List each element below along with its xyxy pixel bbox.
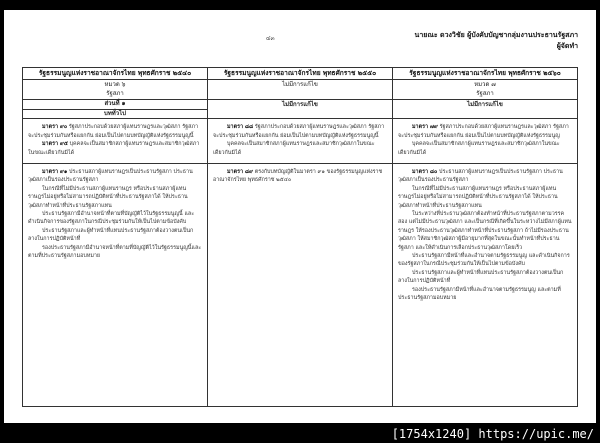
author-role: ผู้จัดทำ [556,42,578,50]
section-text: บุคคลจะเป็นสมาชิกสภาผู้แทนราษฎรและสมาชิกวุฒิสภาในขณะเดียวกันมิได้ [213,141,375,156]
section-paragraph [398,185,572,210]
part-row [23,100,578,119]
section-number: มาตรา ๘๐ [412,169,438,175]
document-page [4,10,596,423]
cell [208,119,393,164]
section-paragraph [398,269,572,286]
header-2550: รัฐธรรมนูญแห่งราชอาณาจักรไทย พุทธศักราช ๒๕๕๐ [208,68,393,80]
section-text: รองประธานรัฐสภามีอำนาจหน้าที่ตามที่บัญญัติไว้ในรัฐธรรมนูญนี้และตามที่ประธานรัฐสภามอบหมาย [28,244,202,260]
section-text: ประธานรัฐสภามีอำนาจหน้าที่ตามที่บัญญัติไว้ในรัฐธรรมนูญนี้ และดำเนินกิจการของรัฐสภาในกรณีประชุมร่วมกันให้เป็นไปตามข้อบังคับ [28,211,195,226]
section-paragraph [398,210,572,252]
section-text: รองประธานรัฐสภามีหน้าที่และอำนาจตามรัฐธรรมนูญ และตามที่ประธานรัฐสภามอบหมาย [398,286,561,302]
comparison-table [22,67,578,407]
section-paragraph [398,140,572,157]
section-paragraph [28,227,202,244]
section-paragraph [28,168,202,185]
section-text: รัฐสภาประกอบด้วยสภาผู้แทนราษฎรและวุฒิสภา รัฐสภาจะประชุมร่วมกันหรือแยกกัน ย่อมเป็นไปตามบทบัญญัติแห่งรัฐธรรมนูญนี้ [213,124,385,139]
section-text: ประธานสภาผู้แทนราษฎรเป็นประธานรัฐสภา ประธานวุฒิสภาเป็นรองประธานรัฐสภา [398,169,563,184]
chapter-label: หมวด ๖ [104,81,126,88]
section-row [23,119,578,164]
section-paragraph [28,210,202,227]
section-text: ประธานรัฐสภาและผู้ทำหน้าที่แทนประธานรัฐสภาต้องวางตนเป็นกลางในการปฏิบัติหน้าที่ [398,269,564,285]
section-text: ตรงกับบทบัญญัติในมาตรา ๙๑ ของรัฐธรรมนูญแห่งราชอาณาจักรไทย พุทธศักราช ๒๕๔๐ [213,169,383,184]
section-text: ในกรณีที่ไม่มีประธานสภาผู้แทนราษฎร หรือประธานสภาผู้แทนราษฎรไม่อยู่หรือไม่สามารถปฏิบัติหน้าที่ประธานรัฐสภาได้ ให้ประธานวุฒิสภาทำหน้าที่ประธานรัฐสภาแทน [398,185,558,209]
section-paragraph [28,123,202,140]
section-paragraph [398,168,572,185]
section-number: มาตรา ๙๐ [42,124,68,131]
section-text: ประธานสภาผู้แทนราษฎรเป็นประธานรัฐสภา ประธานวุฒิสภาเป็นรองประธานรัฐสภา [28,169,193,184]
section-paragraph [213,123,387,140]
chapter-row [23,80,578,100]
chapter-title: รัฐสภา [476,89,494,97]
section-text: ในระหว่างที่ประธานวุฒิสภาต้องทำหน้าที่ประธานรัฐสภาตามวรรคสอง แต่ไม่มีประธานวุฒิสภา และเป็นกรณีที่เกิดขึ้นในระหว่างไม่มีสภาผู้แทนราษฎร ให้รองประธานวุฒิสภาทำหน้าที่ประธานรัฐสภา ถ้าไม่มีรองประธานวุฒิสภา ให้สมาชิกวุฒิสภาผู้มีอายุมากที่สุดในขณะนั้นทำหน้าที่ประธานรัฐสภา และให้ดำเนินการเลือกประธานวุฒิสภาโดยเร็ว [398,211,572,251]
section-text: ในกรณีที่ไม่มีประธานสภาผู้แทนราษฎร หรือประธานสภาผู้แทนราษฎรไม่อยู่หรือไม่สามารถปฏิบัติหน้าที่ประธานรัฐสภาได้ ให้ประธานวุฒิสภาทำหน้าที่ประธานรัฐสภาแทน [28,185,188,209]
section-row [23,164,578,407]
section-number: มาตรา ๙๑ [42,169,68,175]
cell [23,119,208,164]
no-change: ไม่มีการแก้ไข [208,100,393,119]
section-paragraph [213,168,387,185]
cell [208,164,393,407]
cell [393,119,578,164]
part-title: บททั่วไป [104,109,126,117]
section-paragraph [28,185,202,210]
section-text: บุคคลจะเป็นสมาชิกสภาผู้แทนราษฎรและสมาชิกวุฒิสภาในขณะเดียวกันมิได้ [398,141,560,156]
section-text: รัฐสภาประกอบด้วยสภาผู้แทนราษฎรและวุฒิสภา รัฐสภาจะประชุมร่วมกันหรือแยกกัน ย่อมเป็นไปตามบทบัญญัติแห่งรัฐธรรมนูญ [398,124,569,139]
chapter-title: รัฐสภา [106,89,124,97]
section-number: มาตรา ๘๘ [227,124,254,131]
section-number: มาตรา ๗๙ [412,124,438,131]
section-paragraph [28,140,202,157]
cell [23,164,208,407]
part-label: ส่วนที่ ๑ [23,100,207,110]
header-2560: รัฐธรรมนูญแห่งราชอาณาจักรไทย พุทธศักราช ๒๕๖๐ [393,68,578,80]
section-paragraph [28,244,202,261]
author-name: นายณะ ดวงวิชัย ผู้บังคับบัญชากลุ่มงานประธานรัฐสภา [414,31,578,39]
header-2540: รัฐธรรมนูญแห่งราชอาณาจักรไทย พุทธศักราช ๒๕๔๐ [23,68,208,80]
section-text: ประธานรัฐสภาและผู้ทำหน้าที่แทนประธานรัฐสภาต้องวางตนเป็นกลางในการปฏิบัติหน้าที่ [28,227,194,243]
chapter-label: หมวด ๗ [474,81,496,88]
section-paragraph [398,252,572,269]
page-number: ๔๓ [266,35,275,42]
section-number: มาตรา ๘๙ [227,169,253,175]
section-text: รัฐสภาประกอบด้วยสภาผู้แทนราษฎรและวุฒิสภา รัฐสภาจะประชุมร่วมกันหรือแยกกัน ย่อมเป็นไปตามบทบัญญัติแห่งรัฐธรรมนูญนี้ [28,124,199,139]
section-text: บุคคลจะเป็นสมาชิกสภาผู้แทนราษฎรและสมาชิกวุฒิสภาในขณะเดียวกันมิได้ [28,141,200,156]
header-row [23,68,578,80]
section-paragraph [213,140,387,157]
author-block [415,30,578,52]
image-size-watermark: [1754x1240] https://upic.me/ [391,427,594,441]
no-change: ไม่มีการแก้ไข [393,100,578,119]
section-text: ประธานรัฐสภามีหน้าที่และอำนาจตามรัฐธรรมนูญ และดำเนินกิจการของรัฐสภาในกรณีประชุมร่วมกันให้เป็นไปตามข้อบังคับ [398,253,570,268]
section-number: มาตรา ๙๕ [42,141,68,148]
cell [393,164,578,407]
no-change: ไม่มีการแก้ไข [208,80,393,100]
section-paragraph [398,286,572,303]
section-paragraph [398,123,572,140]
